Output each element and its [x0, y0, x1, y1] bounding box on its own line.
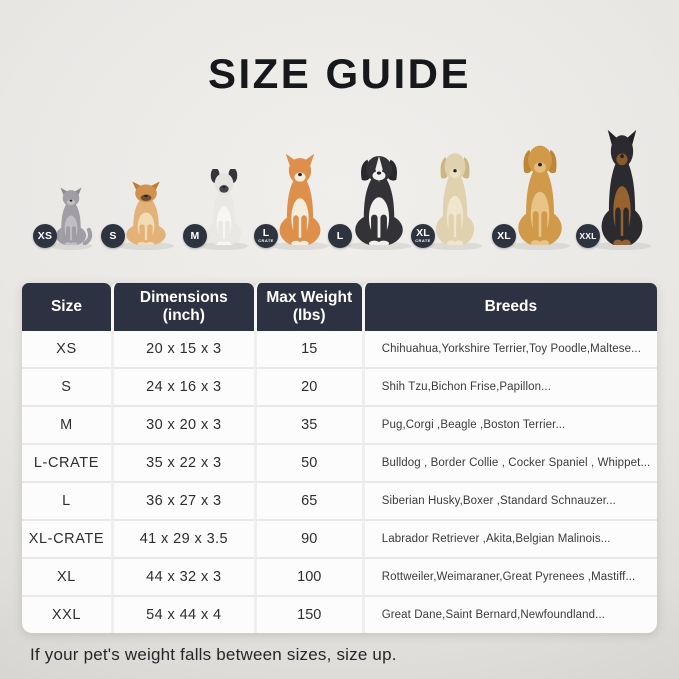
- cell-breeds: Shih Tzu,Bichon Frise,Papillon...: [362, 367, 657, 405]
- badge-label: XL: [497, 229, 511, 242]
- cell-max_weight: 65: [254, 481, 362, 519]
- table-row-s: [22, 367, 657, 405]
- badge-label: L: [336, 229, 344, 242]
- table-row-l: [22, 481, 657, 519]
- cell-breeds: Pug,Corgi ,Beagle ,Boston Terrier...: [362, 405, 657, 443]
- labrador-icon: [426, 148, 484, 245]
- size-badge-l-crate: [254, 224, 278, 248]
- badge-sublabel: CRATE: [415, 238, 431, 244]
- cell-max_weight: 35: [254, 405, 362, 443]
- header-label: Size: [50, 297, 82, 315]
- size-badge-s: [101, 224, 125, 248]
- cell-max_weight: 50: [254, 443, 362, 481]
- header-unit: (inch): [162, 307, 205, 324]
- cell-max_weight: 150: [254, 595, 362, 633]
- cell-breeds: Great Dane,Saint Bernard,Newfoundland...: [362, 595, 657, 633]
- table-row-xs: [22, 331, 657, 367]
- cell-size: M: [22, 405, 111, 443]
- size-badge-xs: [33, 224, 57, 248]
- pet-french-bulldog-photo: [190, 169, 250, 245]
- pet-shiba-inu-photo: [258, 153, 331, 245]
- column-header-max_weight: [254, 283, 362, 331]
- table-body: [22, 331, 657, 633]
- header-label: Dimensions: [139, 288, 228, 306]
- cell-size: L: [22, 481, 111, 519]
- golden-retriever-icon: [507, 140, 573, 245]
- cell-max_weight: 100: [254, 557, 362, 595]
- badge-label: XXL: [579, 230, 597, 241]
- size-badge-l: [328, 224, 352, 248]
- badge-label: L: [262, 226, 270, 239]
- size-badge-xxl: [576, 224, 600, 248]
- size-badge-xl-crate: [411, 224, 435, 248]
- cell-dimensions: 20 x 15 x 3: [111, 331, 254, 367]
- table-row-xl-crate: [22, 519, 657, 557]
- column-header-breeds: [362, 283, 657, 331]
- cell-size: S: [22, 367, 111, 405]
- badge-label: XL: [416, 226, 430, 239]
- table-row-l-crate: [22, 443, 657, 481]
- cell-size: L-CRATE: [22, 443, 111, 481]
- pet-golden-retriever-photo: [497, 140, 573, 245]
- doberman-icon: [591, 129, 653, 245]
- cell-size: XL: [22, 557, 111, 595]
- cell-size: XXL: [22, 595, 111, 633]
- cell-dimensions: 35 x 22 x 3: [111, 443, 254, 481]
- cell-size: XL-CRATE: [22, 519, 111, 557]
- shiba-inu-icon: [269, 153, 331, 245]
- badge-label: M: [190, 229, 200, 242]
- table-row-xxl: [22, 595, 657, 633]
- pet-doberman-photo: [579, 129, 653, 245]
- cell-breeds: Labrador Retriever ,Akita,Belgian Malinois...: [362, 519, 657, 557]
- pomeranian-icon: [116, 181, 176, 245]
- table-row-m: [22, 405, 657, 443]
- header-unit: (lbs): [292, 307, 326, 324]
- table-row-xl: [22, 557, 657, 595]
- size-badge-xl: [492, 224, 516, 248]
- border-collie-icon: [343, 151, 415, 245]
- cell-breeds: Bulldog , Border Collie , Cocker Spaniel , Whippet...: [362, 443, 657, 481]
- badge-label: S: [109, 229, 117, 242]
- column-header-dimensions: [111, 283, 254, 331]
- pet-cat-photo: [37, 187, 94, 245]
- pet-border-collie-photo: [336, 151, 415, 245]
- cell-max_weight: 90: [254, 519, 362, 557]
- cell-dimensions: 41 x 29 x 3.5: [111, 519, 254, 557]
- cell-dimensions: 54 x 44 x 4: [111, 595, 254, 633]
- column-header-size: [22, 283, 111, 331]
- pet-pomeranian-photo: [109, 181, 176, 245]
- header-label: Breeds: [484, 297, 538, 315]
- cell-dimensions: 44 x 32 x 3: [111, 557, 254, 595]
- cell-breeds: Siberian Husky,Boxer ,Standard Schnauzer...: [362, 481, 657, 519]
- cell-breeds: Chihuahua,Yorkshire Terrier,Toy Poodle,Maltese...: [362, 331, 657, 367]
- size-guide-table: [22, 283, 657, 633]
- cell-dimensions: 36 x 27 x 3: [111, 481, 254, 519]
- cell-size: XS: [22, 331, 111, 367]
- cell-dimensions: 24 x 16 x 3: [111, 367, 254, 405]
- table-header-row: [22, 283, 657, 331]
- cell-breeds: Rottweiler,Weimaraner,Great Pyrenees ,Mastiff...: [362, 557, 657, 595]
- pet-size-lineup: [0, 0, 679, 260]
- cell-max_weight: 15: [254, 331, 362, 367]
- header-label: Max Weight: [266, 288, 353, 306]
- cell-dimensions: 30 x 20 x 3: [111, 405, 254, 443]
- badge-sublabel: CRATE: [258, 238, 274, 244]
- badge-label: XS: [37, 229, 53, 242]
- page-title: SIZE GUIDE: [207, 50, 472, 97]
- size-badge-m: [183, 224, 207, 248]
- sizing-note: If your pet's weight falls between sizes, size up.: [30, 645, 397, 664]
- size-table-card: [22, 283, 657, 633]
- pet-labrador-photo: [415, 148, 484, 245]
- cell-max_weight: 20: [254, 367, 362, 405]
